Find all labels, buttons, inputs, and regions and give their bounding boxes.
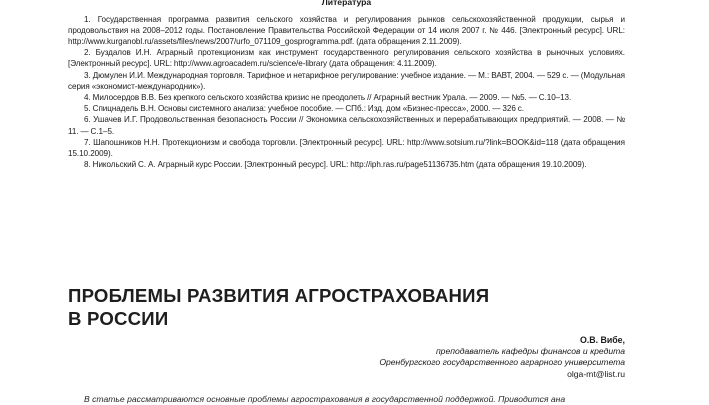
reference-item: 7. Шапошников Н.Н. Протекционизм и свобода торговли. [Электронный ресурс]. URL: http://www.sotsium.ru/?link=BOOK&id=118 (дата обращения 15.10.2009). <box>68 137 625 158</box>
reference-item: 3. Дюмулен И.И. Международная торговля. Тарифное и нетарифное регулирование: учебное издание. — М.: ВАВТ, 2004. — 529 с. — (Модульная серия «экономист-международник»). <box>68 70 625 91</box>
author-position: преподаватель кафедры финансов и кредита <box>435 346 625 356</box>
reference-item: 2. Буздалов И.Н. Аграрный протекционизм как инструмент государственного регулирования сельского хозяйства в рыночных условиях. [Электронный ресурс]. URL: http://www.agroacadem.ru/science/e-library (дата обращения: 4.11.2009). <box>68 48 625 69</box>
author-name: О.В. Вибе, <box>579 335 625 345</box>
author-affiliation: Оренбургского государственного аграрного университета <box>379 357 625 368</box>
reference-item: 4. Милосердов В.В. Без крепкого сельского хозяйства кризис не преодолеть // Аграрный вестник Урала. — 2009. — №5. — С.10–13. <box>84 92 572 102</box>
abstract-text: В статье рассматриваются основные проблемы агрострахования в государственной поддержкой. Приводится ана <box>84 394 566 404</box>
article-title-line: В РОССИИ <box>68 308 169 329</box>
page <box>68 0 625 404</box>
literature-heading: Литература <box>321 0 372 7</box>
reference-item: 6. Ушачев И.Г. Продовольственная безопасность России // Экономика сельскохозяйственных и перерабатывающих предприятий. — 2008. — № 11. — С.1–5. <box>68 115 625 136</box>
reference-item: 5. Спицнадель В.Н. Основы системного анализа: учебное пособие. — СПб.: Изд. дом «Бизнес-пресса», 2000. — 326 с. <box>84 104 524 114</box>
author-email: olga-mt@list.ru <box>567 368 625 379</box>
article-title-line: ПРОБЛЕМЫ РАЗВИТИЯ АГРОСТРАХОВАНИЯ <box>68 285 490 306</box>
article-title <box>68 284 625 330</box>
author-block <box>68 334 625 380</box>
reference-item: 8. Никольский С. А. Аграрный курс России. [Электронный ресурс]. URL: http://iph.ras.ru/page51136735.htm (дата обращения 19.10.2009). <box>84 160 587 170</box>
references-list <box>68 14 625 171</box>
reference-item: 1. Государственная программа развития сельского хозяйства и регулирования рынков сельскохозяйственной продукции, сырья и продовольствия на 2008–2012 годы. Постановление Правительства Российской Федерации от 14 июля 2007 г. № 446. [Электронный ресурс]. URL: http://www.kurganobl.ru/assets/files/news/2007/urfo_071109_gosprogramma.pdf. (дата обращения 2.11.2009). <box>68 14 625 46</box>
